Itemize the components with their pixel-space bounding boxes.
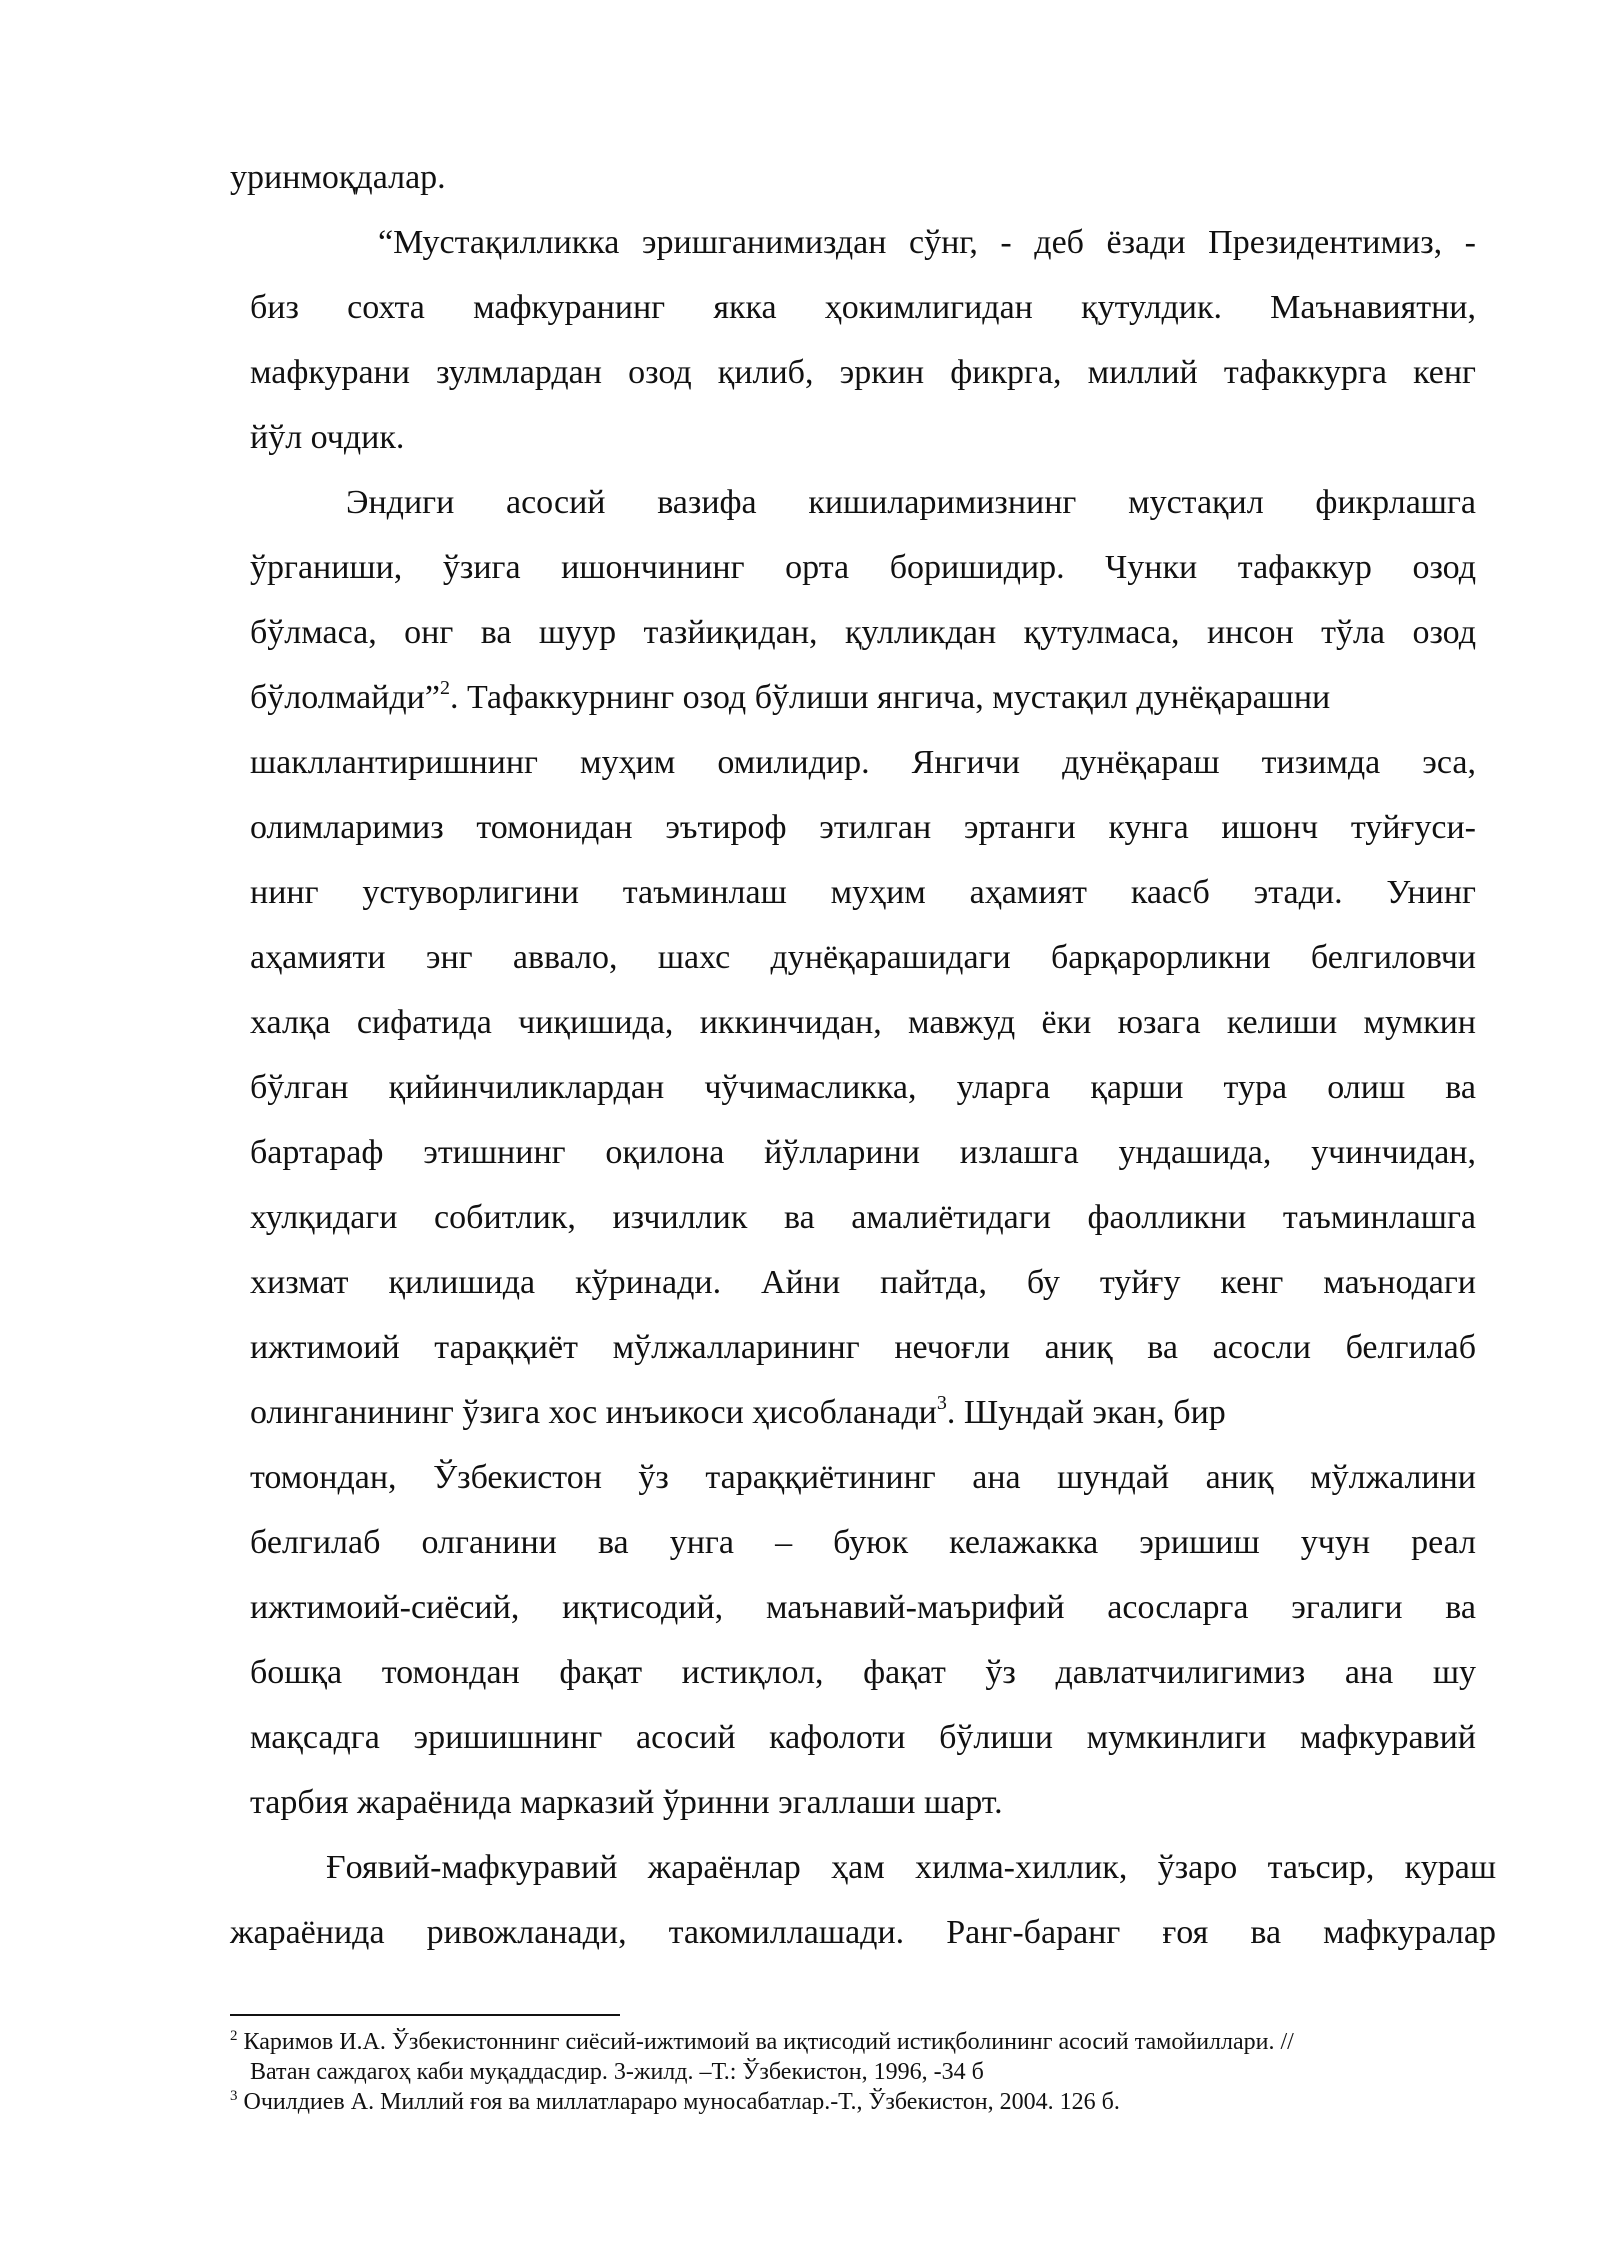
body-text-line: бошқа томондан фақат истиқлол, фақат ўз давлатчилигимиз ана шу	[250, 1654, 1476, 1691]
body-text-line: олимларимиз томонидан эътироф этилган эртанги кунга ишонч туйғуси-	[250, 809, 1476, 846]
body-text-line: бартараф этишнинг оқилона йўлларини излашга ундашида, учинчидан,	[250, 1134, 1476, 1171]
footnote-2-continued: Ватан саждагоҳ каби муқаддасдир. 3-жилд. –Т.: Ўзбекистон, 1996, -34 б	[250, 2059, 984, 2085]
body-text-line: ижтимоий-сиёсий, иқтисодий, маънавий-маърифий асосларга эгалиги ва	[250, 1589, 1476, 1626]
footnote-ref-text: бўлолмайди”$^2$. Тафаккурнинг озод бўлиши янгича, мустақил дунёқарашни	[250, 677, 1331, 716]
body-text-line: жараёнида ривожланади, такомиллашади. Ранг-баранг ғоя ва мафкуралар	[230, 1914, 1496, 1951]
body-text-line	[250, 1391, 1476, 1435]
body-text-line: аҳамияти энг аввало, шахс дунёқарашидаги барқарорликни белгиловчи	[250, 939, 1476, 976]
body-text-line: Ғоявий-мафкуравий жараёнлар ҳам хилма-хиллик, ўзаро таъсир, кураш	[326, 1849, 1496, 1886]
body-text-line: томондан, Ўзбекистон ўз тараққиётининг ана шундай аниқ мўлжалини	[250, 1459, 1476, 1496]
body-text-line: ўрганиши, ўзига ишончининг орта боришидир. Чунки тафаккур озод	[250, 549, 1476, 586]
body-text-line: тарбия жараёнида марказий ўринни эгаллаши шарт.	[250, 1784, 1003, 1821]
body-text-line: Эндиги асосий вазифа кишиларимизнинг мустақил фикрлашга	[346, 484, 1476, 521]
body-text-line	[250, 676, 1476, 720]
body-text-line: бўлмаса, онг ва шуур тазйиқидан, қулликдан қутулмаса, инсон тўла озод	[250, 614, 1476, 651]
footnote-ref-text: олинганининг ўзига хос инъикоси ҳисобланади$^3$. Шундай экан, бир	[250, 1392, 1226, 1431]
body-text-line: нинг устуворлигини таъминлаш муҳим аҳамият каасб этади. Унинг	[250, 874, 1476, 911]
body-text-line: йўл очдик.	[250, 419, 405, 456]
body-text-line: ижтимоий тараққиёт мўлжалларининг нечоғли аниқ ва асосли белгилаб	[250, 1329, 1476, 1366]
footnote-text: Очилдиев А. Миллий ғоя ва миллатлараро муносабатлар.-Т., Ўзбекистон, 2004. 126 б.	[237, 2089, 1120, 2115]
body-text-line: шакллантиришнинг муҳим омилидир. Янгичи дунёқараш тизимда эса,	[250, 744, 1476, 781]
body-text-line: уринмоқдалар.	[230, 159, 446, 196]
footnote-2	[230, 2028, 1294, 2056]
body-text-line: мафкурани зулмлардан озод қилиб, эркин фикрга, миллий тафаккурга кенг	[250, 354, 1476, 391]
body-text-line: “Мустақилликка эришганимиздан сўнг, - деб ёзади Президентимиз, -	[378, 224, 1476, 261]
body-text-line: хулқидаги собитлик, изчиллик ва амалиётидаги фаолликни таъминлашга	[250, 1199, 1476, 1236]
footnote-ref-3: 3	[936, 1392, 947, 1414]
body-text-line: биз сохта мафкуранинг якка ҳокимлигидан қутулдик. Маънавиятни,	[250, 289, 1476, 326]
footnote-3	[230, 2088, 1120, 2116]
footnote-text: Каримов И.А. Ўзбекистоннинг сиёсий-ижтимоий ва иқтисодий истиқболининг асосий тамойиллари. //	[237, 2029, 1294, 2055]
body-text-line: белгилаб олганини ва унга – буюк келажакка эришиш учун реал	[250, 1524, 1476, 1561]
footnote-separator	[230, 2014, 620, 2016]
body-text-line: бўлган қийинчиликлардан чўчимасликка, уларга қарши тура олиш ва	[250, 1069, 1476, 1106]
footnote-number: 2	[230, 2028, 238, 2044]
body-text-line: мақсадга эришишнинг асосий кафолоти бўлиши мумкинлиги мафкуравий	[250, 1719, 1476, 1756]
footnote-ref-2: 2	[439, 677, 450, 699]
body-text-line: халқа сифатида чиқишида, иккинчидан, мавжуд ёки юзага келиши мумкин	[250, 1004, 1476, 1041]
body-text-line: хизмат қилишида кўринади. Айни пайтда, бу туйғу кенг маънодаги	[250, 1264, 1476, 1301]
footnote-number: 3	[230, 2088, 238, 2104]
